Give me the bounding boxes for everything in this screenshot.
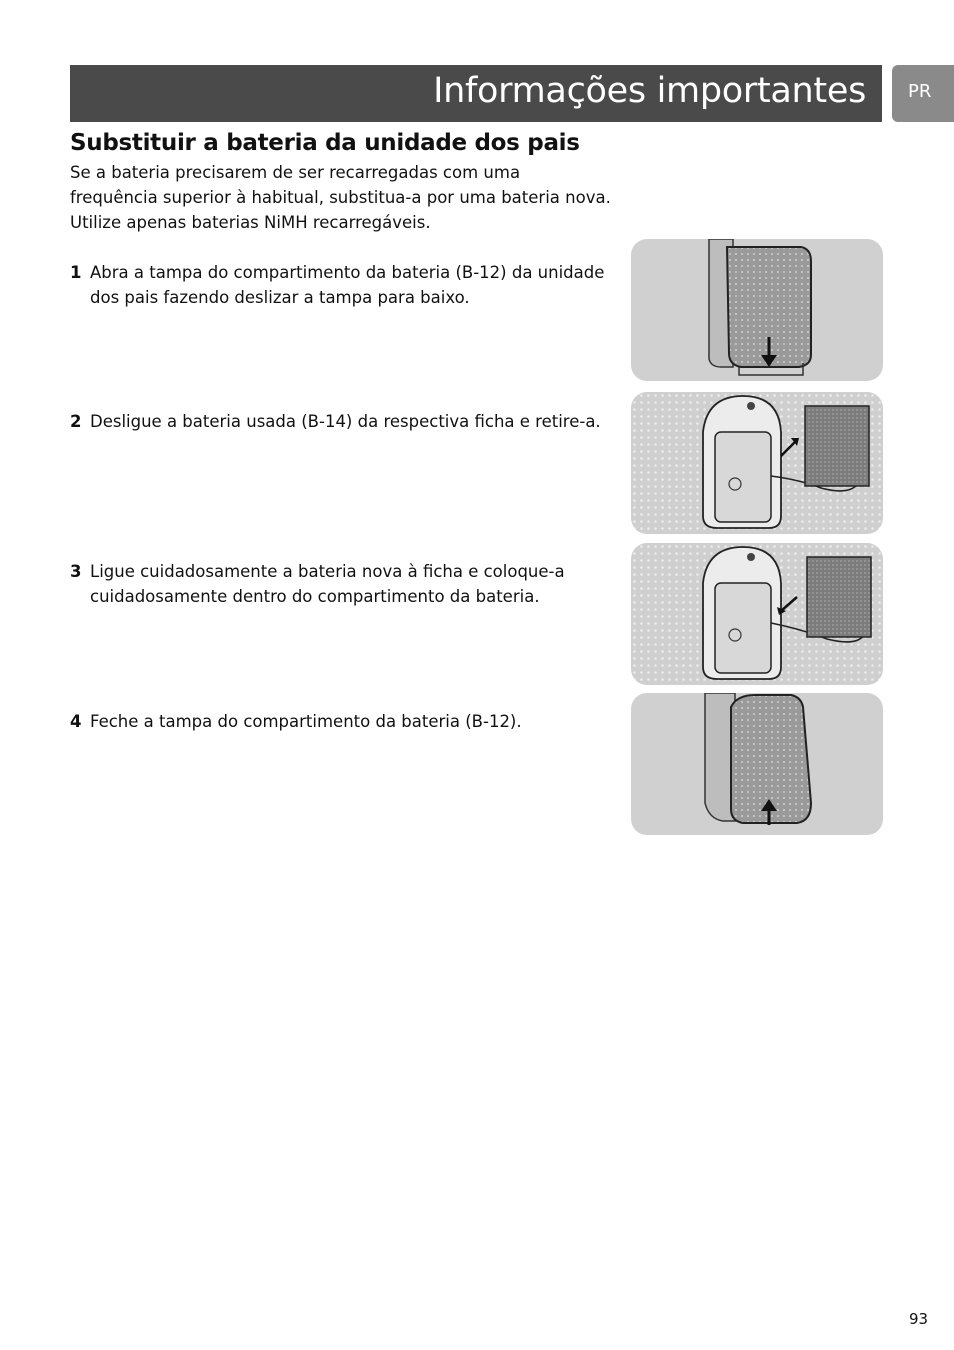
step-number: 4 (70, 712, 82, 731)
step-line: dos pais fazendo deslizar a tampa para baixo. (90, 288, 470, 307)
step-4 (70, 709, 610, 734)
illustration-close-cover (631, 693, 883, 835)
illustration-insert-battery (631, 543, 883, 685)
illustration-open-cover (631, 239, 883, 381)
step-line: Desligue a bateria usada (B-14) da respectiva ficha e retire-a. (90, 412, 601, 431)
step-number: 1 (70, 263, 82, 282)
header-bar (70, 65, 882, 122)
step-line: Abra a tampa do compartimento da bateria (B-12) da unidade (90, 263, 605, 282)
step-text (90, 709, 610, 734)
intro-paragraph (70, 160, 610, 235)
step-1 (70, 260, 610, 310)
step-2 (70, 409, 610, 434)
step-line: Ligue cuidadosamente a bateria nova à ficha e coloque-a (90, 562, 565, 581)
step-text (90, 409, 610, 434)
step-number: 3 (70, 562, 82, 581)
step-number: 2 (70, 412, 82, 431)
step-text (90, 559, 610, 609)
intro-line: Se a bateria precisarem de ser recarregadas com uma (70, 163, 521, 182)
step-text (90, 260, 610, 310)
step-line: cuidadosamente dentro do compartimento da bateria. (90, 587, 540, 606)
section-heading: Substituir a bateria da unidade dos pais (70, 130, 580, 156)
step-line: Feche a tampa do compartimento da bateria (B-12). (90, 712, 522, 731)
language-tab (892, 65, 954, 122)
illustration-remove-battery (631, 392, 883, 534)
intro-line: frequência superior à habitual, substitua-a por uma bateria nova. (70, 188, 611, 207)
page-number: 93 (909, 1310, 929, 1328)
page-title: Informações importantes (433, 71, 866, 111)
intro-line: Utilize apenas baterias NiMH recarregáveis. (70, 213, 431, 232)
step-3 (70, 559, 610, 609)
language-label: PR (908, 81, 932, 102)
